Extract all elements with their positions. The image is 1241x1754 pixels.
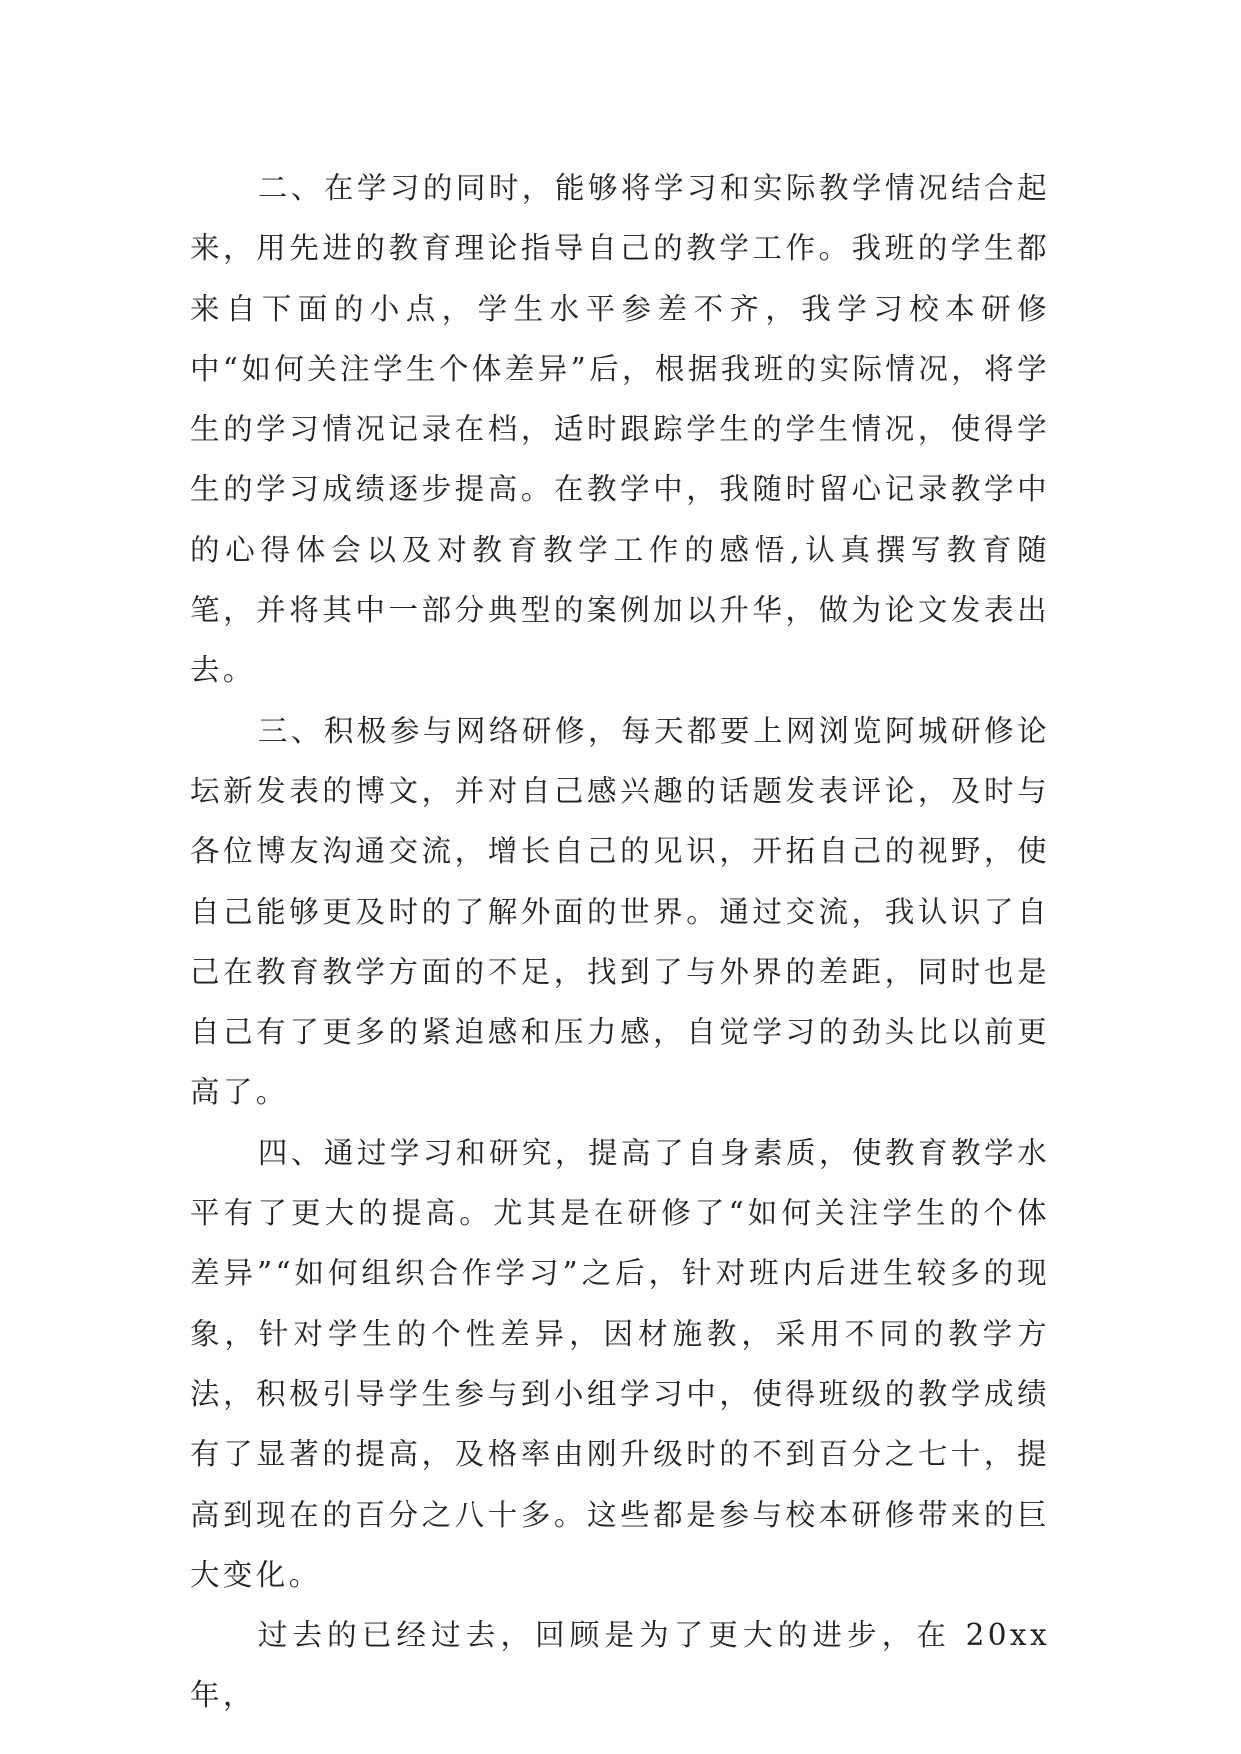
document-body bbox=[190, 158, 1050, 1726]
paragraph-2: 二、在学习的同时，能够将学习和实际教学情况结合起来，用先进的教育理论指导自己的教学工作。我班的学生都来自下面的小点，学生水平参差不齐，我学习校本研修中“如何关注学生个体差异”后，根据我班的实际情况，将学生的学习情况记录在档，适时跟踪学生的学生情况，使得学生的学习成绩逐步提高。在教学中，我随时留心记录教学中的心得体会以及对教育教学工作的感悟,认真撰写教育随笔，并将其中一部分典型的案例加以升华，做为论文发表出去。 bbox=[190, 171, 1050, 688]
paragraph-3: 三、积极参与网络研修，每天都要上网浏览阿城研修论坛新发表的博文，并对自己感兴趣的话题发表评论，及时与各位博友沟通交流，增长自己的见识，开拓自己的视野，使自己能够更及时的了解外面的世界。通过交流，我认识了自己在教育教学方面的不足，找到了与外界的差距，同时也是自己有了更多的紧迫感和压力感，自觉学习的劲头比以前更高了。 bbox=[190, 713, 1050, 1110]
paragraph-closing: 过去的已经过去，回顾是为了更大的进步，在 20xx 年， bbox=[190, 1618, 1050, 1713]
paragraph-4: 四、通过学习和研究，提高了自身素质，使教育教学水平有了更大的提高。尤其是在研修了“如何关注学生的个体差异”“如何组织合作学习”之后，针对班内后进生较多的现象，针对学生的个性差异，因材施教，采用不同的教学方法，积极引导学生参与到小组学习中，使得班级的教学成绩有了显著的提高，及格率由刚升级时的不到百分之七十，提高到现在的百分之八十多。这些都是参与校本研修带来的巨大变化。 bbox=[190, 1135, 1050, 1592]
